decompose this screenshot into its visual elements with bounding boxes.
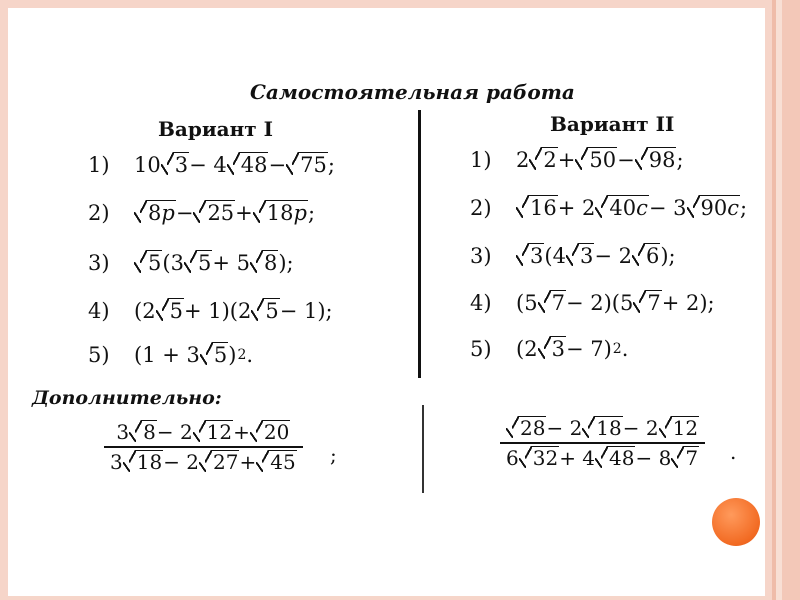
task-expression [134, 342, 253, 367]
variant-2-task-5 [470, 336, 628, 361]
expr-part: − 2 [156, 420, 193, 444]
expr-part: (5 [516, 290, 538, 315]
expr-part: 10 [134, 152, 161, 177]
expr-part: 8 [148, 201, 162, 225]
decorative-circle [712, 498, 760, 546]
radical: 7 [647, 291, 661, 315]
expr-part: ; [327, 152, 335, 177]
expr-part: (4 [544, 243, 566, 268]
radical: 20 [263, 420, 290, 444]
radical: 75 [300, 153, 327, 177]
radical: 5 [213, 343, 228, 367]
task-number: 4) [470, 290, 492, 315]
expr-part: 18 [266, 201, 294, 225]
variant-2-task-4 [470, 290, 715, 315]
expr-part: (2 [134, 298, 156, 323]
expr-part: . [246, 342, 254, 367]
task-number: 1) [88, 152, 110, 177]
radical: 5 [148, 251, 162, 275]
page-title: Самостоятельная работа [250, 80, 575, 104]
extra-fraction-1 [104, 418, 303, 476]
expr-part: + 1)(2 [183, 298, 252, 323]
radical: 8 [143, 420, 156, 444]
expr-part: ) [228, 342, 237, 367]
expr-part: (2 [516, 336, 538, 361]
radical: 3 [174, 153, 189, 177]
expr-part: + 2); [661, 290, 715, 315]
expr-part: + 5 [212, 250, 250, 275]
radical: 7 [685, 446, 699, 470]
expr-part: − 7) [565, 336, 612, 361]
expr-part: 90 [700, 196, 728, 220]
task-number: 2) [470, 195, 492, 220]
expr-part: (1 + 3 [134, 342, 200, 367]
expr-part: 3 [116, 420, 130, 444]
radical: 3 [551, 337, 565, 361]
expr-part: 2 [516, 147, 530, 172]
radical: 48 [240, 153, 268, 177]
expr-part: − 8 [635, 446, 672, 470]
expr-part: ; [740, 195, 748, 220]
radical: 12 [206, 420, 233, 444]
variant-2-task-3 [470, 243, 676, 268]
expr-part: ; [307, 200, 316, 225]
expr-part: 3 [110, 450, 123, 474]
variable: p [161, 201, 175, 225]
radical: 5 [197, 251, 212, 275]
radical: 18 [136, 450, 163, 474]
radical [608, 195, 649, 220]
task-number: 2) [88, 200, 110, 225]
expr-part: + 4 [559, 446, 596, 470]
expr-part: − 2 [594, 243, 632, 268]
expr-part: ); [660, 243, 676, 268]
variable: c [636, 196, 648, 220]
variable: p [293, 201, 307, 225]
radical: 3 [579, 244, 594, 268]
expr-part: − [617, 147, 635, 172]
variant-2-task-1 [470, 147, 684, 172]
column-divider [418, 110, 421, 378]
fraction-punctuation: ; [330, 443, 337, 467]
radical: 12 [672, 416, 699, 440]
task-expression [134, 152, 335, 177]
radical: 7 [551, 291, 565, 315]
expr-part: − 2)(5 [565, 290, 634, 315]
radical: 27 [213, 450, 239, 474]
task-expression [134, 250, 294, 275]
expr-part: − [268, 152, 287, 177]
task-expression [516, 243, 676, 268]
fraction-denominator [104, 448, 303, 476]
radical: 18 [596, 416, 622, 440]
task-number: 5) [88, 342, 110, 367]
radical: 45 [270, 450, 296, 474]
decor-stripe [782, 0, 800, 600]
radical: 50 [589, 148, 617, 172]
task-expression [134, 298, 333, 323]
task-number: 4) [88, 298, 110, 323]
expr-part: − 2 [622, 416, 659, 440]
fraction-denominator [500, 444, 705, 472]
expr-part: ; [676, 147, 684, 172]
radical: 16 [530, 196, 557, 220]
exponent: 2 [612, 340, 622, 357]
radical: 28 [520, 416, 546, 440]
variant-1-task-2 [88, 200, 315, 225]
variant-1-task-4 [88, 298, 333, 323]
radical: 98 [648, 148, 676, 172]
extra-divider [422, 405, 424, 493]
radical [700, 195, 741, 220]
expr-part: 40 [609, 196, 637, 220]
task-number: 3) [88, 250, 110, 275]
radical: 25 [207, 201, 235, 225]
task-number: 5) [470, 336, 492, 361]
task-expression [134, 200, 315, 225]
task-expression [516, 195, 747, 220]
expr-part: + [557, 147, 576, 172]
radical: 8 [263, 251, 278, 275]
variant-1-heading: Вариант I [158, 117, 273, 141]
expr-part: − 3 [648, 195, 687, 220]
expr-part: + [235, 200, 253, 225]
expr-part: + [233, 420, 250, 444]
fraction-numerator [500, 414, 705, 442]
task-number: 1) [470, 147, 492, 172]
task-expression [516, 147, 684, 172]
expr-part: 6 [506, 446, 519, 470]
task-number: 3) [470, 243, 492, 268]
expr-part: (3 [162, 250, 184, 275]
expr-part: − 2 [163, 450, 200, 474]
expr-part: + 2 [557, 195, 596, 220]
radical: 5 [265, 299, 279, 323]
variant-2-task-2 [470, 195, 747, 220]
extra-heading: Дополнительно: [32, 387, 222, 409]
expr-part: . [621, 336, 629, 361]
expr-part: ); [278, 250, 294, 275]
radical: 2 [543, 148, 557, 172]
variable: c [727, 196, 740, 220]
radical: 48 [609, 446, 635, 470]
expr-part: − 1); [279, 298, 333, 323]
expr-part: − 2 [546, 416, 583, 440]
radical: 5 [169, 299, 183, 323]
radical [147, 200, 176, 225]
radical: 6 [645, 244, 660, 268]
extra-fraction-2 [500, 414, 705, 472]
radical: 3 [530, 244, 544, 268]
radical: 32 [532, 446, 559, 470]
expr-part: + [239, 450, 257, 474]
variant-1-task-1 [88, 152, 335, 177]
exponent: 2 [237, 346, 247, 363]
expr-part: − [175, 200, 194, 225]
variant-2-heading: Вариант II [550, 112, 675, 136]
expr-part: − 4 [189, 152, 227, 177]
variant-1-task-5 [88, 342, 253, 367]
fraction-punctuation: . [730, 440, 737, 464]
variant-1-task-3 [88, 250, 294, 275]
radical [266, 200, 308, 225]
task-expression [516, 336, 628, 361]
task-expression [516, 290, 715, 315]
fraction-numerator [110, 418, 296, 446]
